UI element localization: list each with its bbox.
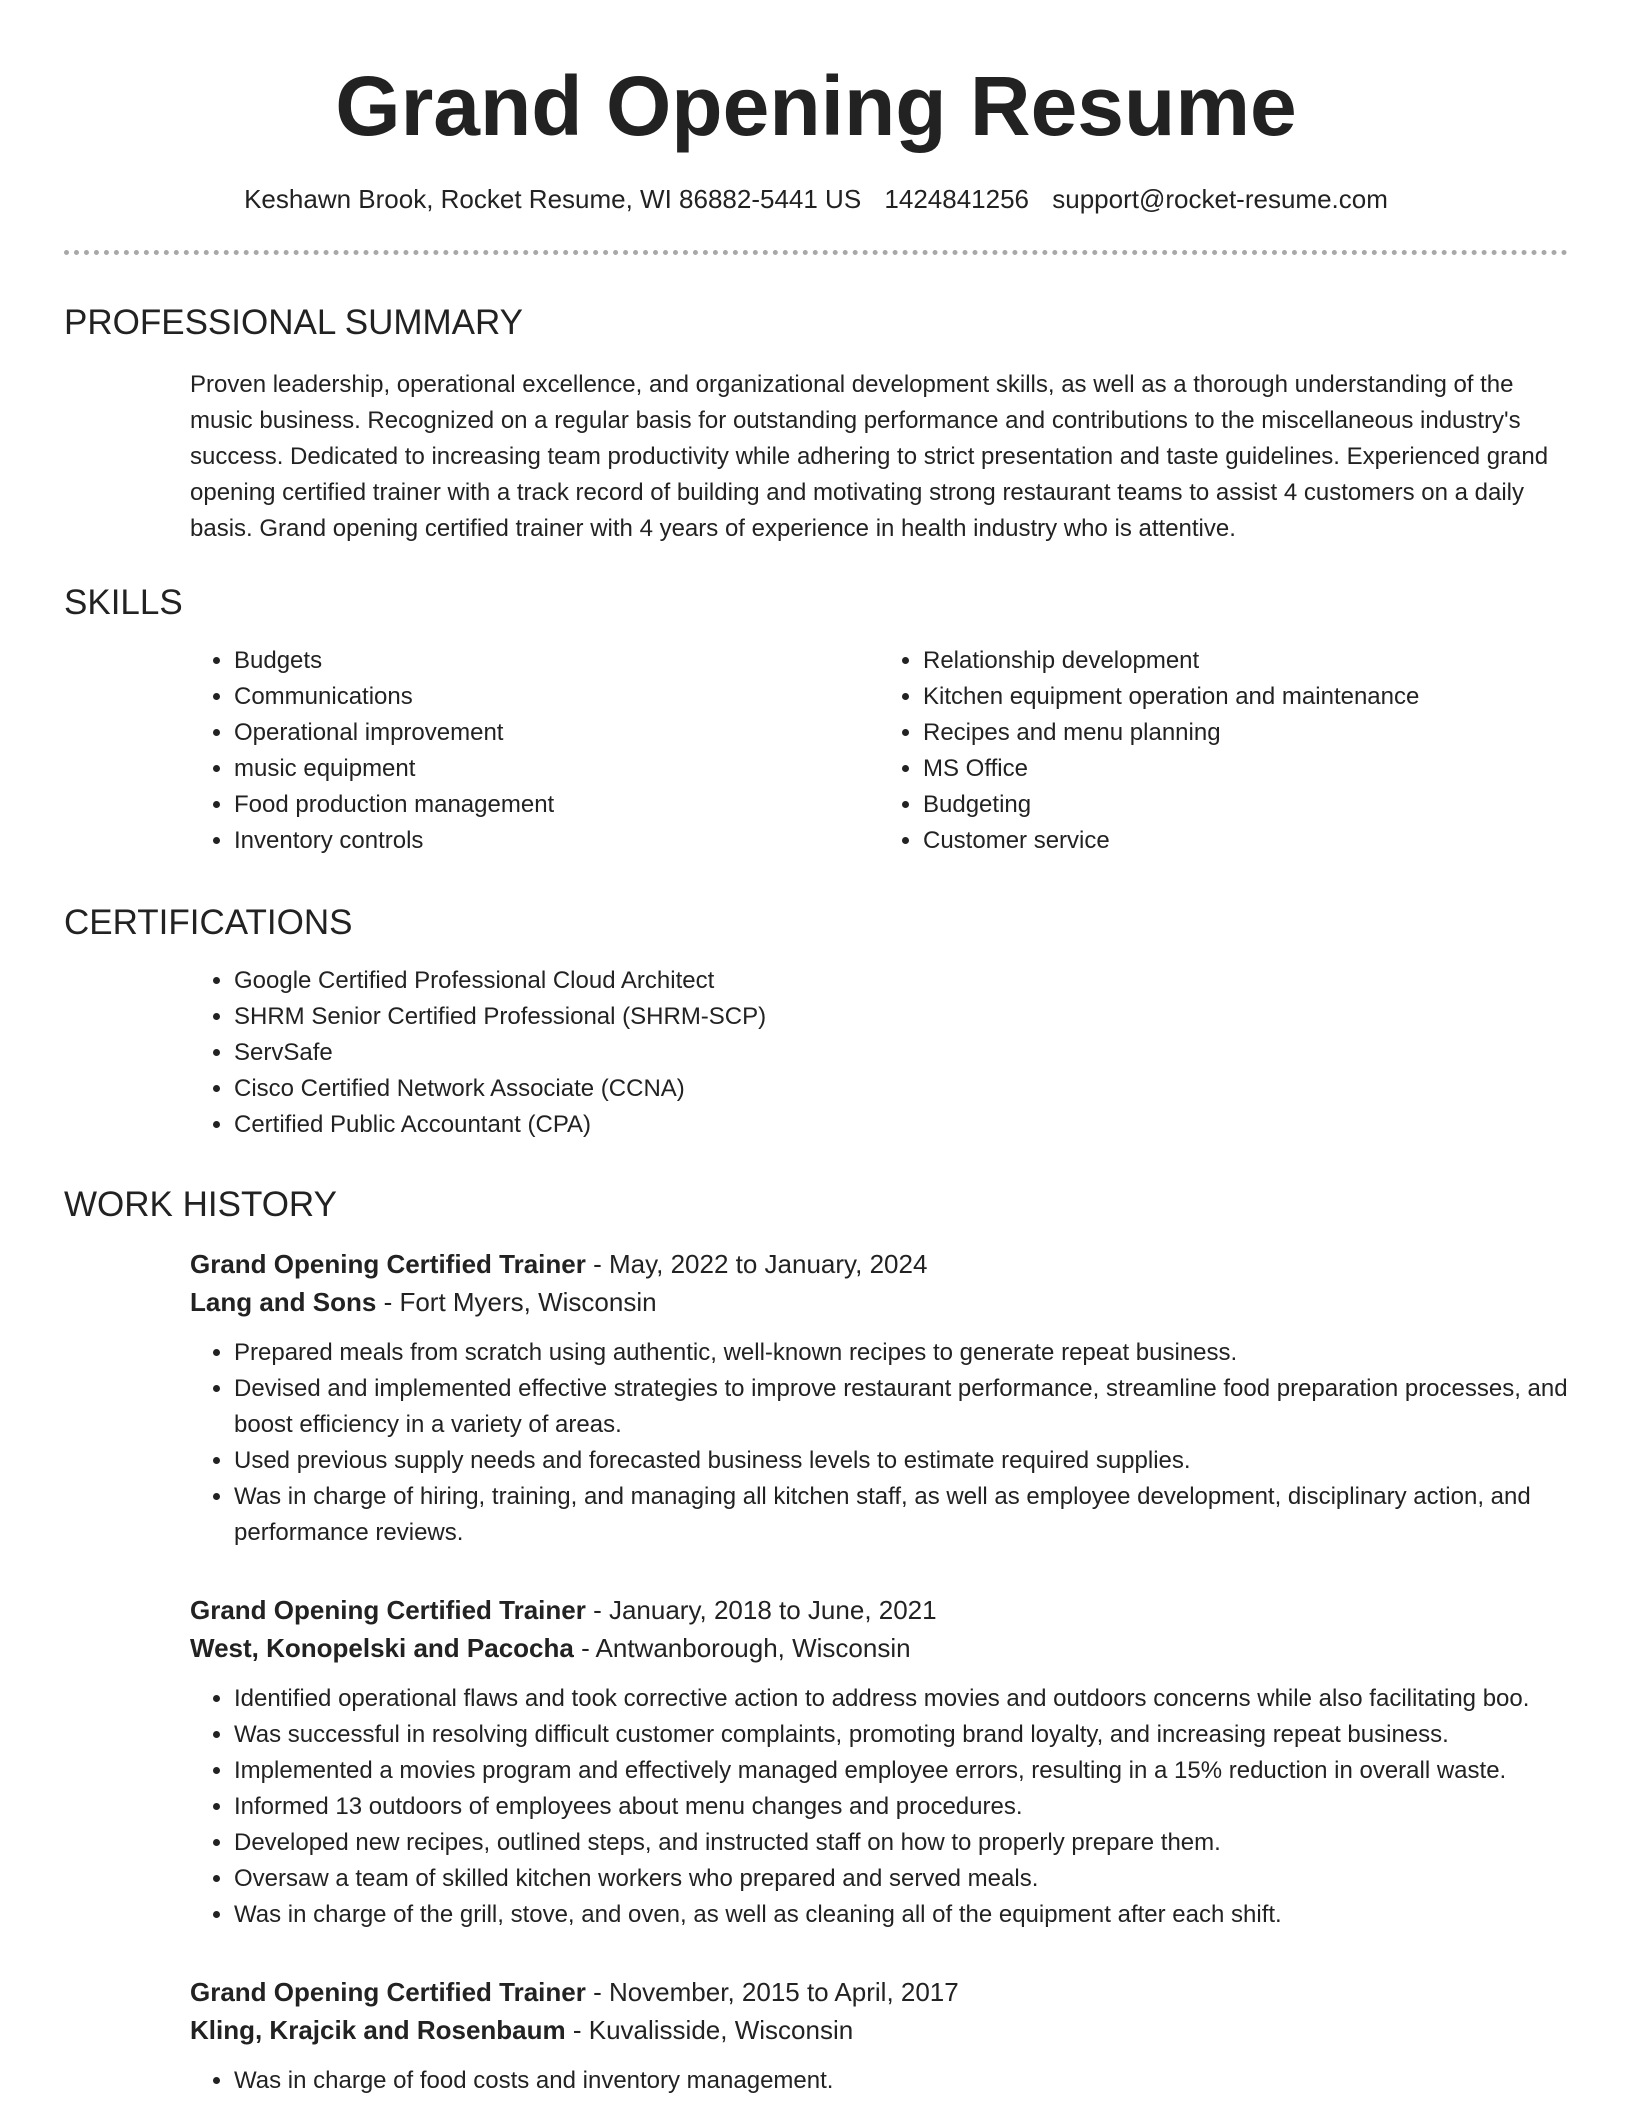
job-company-line	[190, 1629, 1568, 1667]
certification-item: • ServSafe	[234, 1035, 1568, 1071]
job-entry	[190, 1973, 1568, 2099]
job-title: Grand Opening Certified Trainer	[190, 1249, 586, 1279]
contact-line	[64, 182, 1568, 216]
job-bullet: • Was in charge of hiring, training, and managing all kitchen staff, as well as employee development, disciplinary action, and performance reviews.	[234, 1479, 1568, 1551]
job-bullet: • Informed 13 outdoors of employees about menu changes and procedures.	[234, 1789, 1568, 1825]
contact-phone: 1424841256	[884, 184, 1030, 214]
job-company: West, Konopelski and Pacocha	[190, 1633, 574, 1663]
resume-page	[64, 0, 1568, 2099]
job-bullet: • Identified operational flaws and took corrective action to address movies and outdoors concerns while also facilitating boo.	[234, 1681, 1568, 1717]
job-bullets	[190, 1335, 1568, 1551]
certification-item: • SHRM Senior Certified Professional (SHRM-SCP)	[234, 999, 1568, 1035]
skill-item: • Budgeting	[923, 787, 1568, 823]
job-bullets	[190, 2063, 1568, 2099]
skill-item: • music equipment	[234, 751, 879, 787]
job-bullet: • Oversaw a team of skilled kitchen workers who prepared and served meals.	[234, 1861, 1568, 1897]
skills-left-list	[190, 643, 879, 859]
summary-heading: PROFESSIONAL SUMMARY	[64, 303, 523, 342]
skill-item: • Communications	[234, 679, 879, 715]
skill-item: • MS Office	[923, 751, 1568, 787]
job-location: - Kuvalisside, Wisconsin	[565, 2015, 854, 2045]
job-bullet: • Developed new recipes, outlined steps, and instructed staff on how to properly prepare them.	[234, 1825, 1568, 1861]
skills-right-list	[879, 643, 1568, 859]
job-company-line	[190, 1283, 1568, 1321]
job-location: - Fort Myers, Wisconsin	[376, 1287, 657, 1317]
skills-grid	[190, 643, 1568, 859]
job-bullet: • Used previous supply needs and forecasted business levels to estimate required supplies.	[234, 1443, 1568, 1479]
certifications-list	[190, 963, 1568, 1143]
certifications-body	[190, 963, 1568, 1143]
job-title-line	[190, 1973, 1568, 2011]
job-title: Grand Opening Certified Trainer	[190, 1595, 586, 1625]
certification-item: • Certified Public Accountant (CPA)	[234, 1107, 1568, 1143]
job-company: Lang and Sons	[190, 1287, 377, 1317]
certification-item: • Google Certified Professional Cloud Architect	[234, 963, 1568, 999]
work-history-section	[64, 1183, 1568, 2099]
job-bullet: • Prepared meals from scratch using authentic, well-known recipes to generate repeat business.	[234, 1335, 1568, 1371]
contact-email: support@rocket-resume.com	[1052, 184, 1388, 214]
job-bullet: • Devised and implemented effective strategies to improve restaurant performance, streamline food preparation processes, and boost efficiency in a variety of areas.	[234, 1371, 1568, 1443]
work-history-heading: WORK HISTORY	[64, 1185, 337, 1224]
skill-item: • Customer service	[923, 823, 1568, 859]
summary-text: Proven leadership, operational excellence, and organizational development skills, as well as a thorough understanding of the music business. Recognized on a regular basis for outstanding performance and contributions to the miscellaneous industry's success. Dedicated to increasing team productivity while adhering to strict presentation and taste guidelines. Experienced grand opening certified trainer with a track record of building and motivating strong restaurant teams to assist 4 customers on a daily basis. Grand opening certified trainer with 4 years of experience in health industry who is attentive.	[190, 371, 1549, 542]
job-dates: - November, 2015 to April, 2017	[585, 1977, 959, 2007]
skill-item: • Operational improvement	[234, 715, 879, 751]
job-entry	[190, 1591, 1568, 1933]
job-dates: - January, 2018 to June, 2021	[585, 1595, 937, 1625]
job-title: Grand Opening Certified Trainer	[190, 1977, 586, 2007]
certification-item: • Cisco Certified Network Associate (CCNA)	[234, 1071, 1568, 1107]
skill-item: • Relationship development	[923, 643, 1568, 679]
job-title-line	[190, 1245, 1568, 1283]
header-divider	[64, 250, 1568, 255]
skill-item: • Kitchen equipment operation and maintenance	[923, 679, 1568, 715]
certifications-heading: CERTIFICATIONS	[64, 903, 353, 942]
skill-item: • Inventory controls	[234, 823, 879, 859]
certifications-section	[64, 901, 1568, 1143]
job-bullet: • Implemented a movies program and effectively managed employee errors, resulting in a 15% reduction in overall waste.	[234, 1753, 1568, 1789]
skill-item: • Recipes and menu planning	[923, 715, 1568, 751]
contact-address: Keshawn Brook, Rocket Resume, WI 86882-5441 US	[244, 184, 862, 214]
job-bullet: • Was in charge of food costs and inventory management.	[234, 2063, 1568, 2099]
job-company: Kling, Krajcik and Rosenbaum	[190, 2015, 566, 2045]
job-bullet: • Was in charge of the grill, stove, and oven, as well as cleaning all of the equipment after each shift.	[234, 1897, 1568, 1933]
job-bullets	[190, 1681, 1568, 1933]
skills-section	[64, 581, 1568, 859]
job-company-line	[190, 2011, 1568, 2049]
skills-heading: SKILLS	[64, 583, 183, 622]
job-location: - Antwanborough, Wisconsin	[573, 1633, 911, 1663]
job-title-line	[190, 1591, 1568, 1629]
skill-item: • Budgets	[234, 643, 879, 679]
job-entry	[190, 1245, 1568, 1551]
summary-section	[64, 301, 1568, 547]
resume-title: Grand Opening Resume	[335, 59, 1297, 153]
skill-item: • Food production management	[234, 787, 879, 823]
job-dates: - May, 2022 to January, 2024	[585, 1249, 928, 1279]
job-bullet: • Was successful in resolving difficult customer complaints, promoting brand loyalty, and increasing repeat business.	[234, 1717, 1568, 1753]
